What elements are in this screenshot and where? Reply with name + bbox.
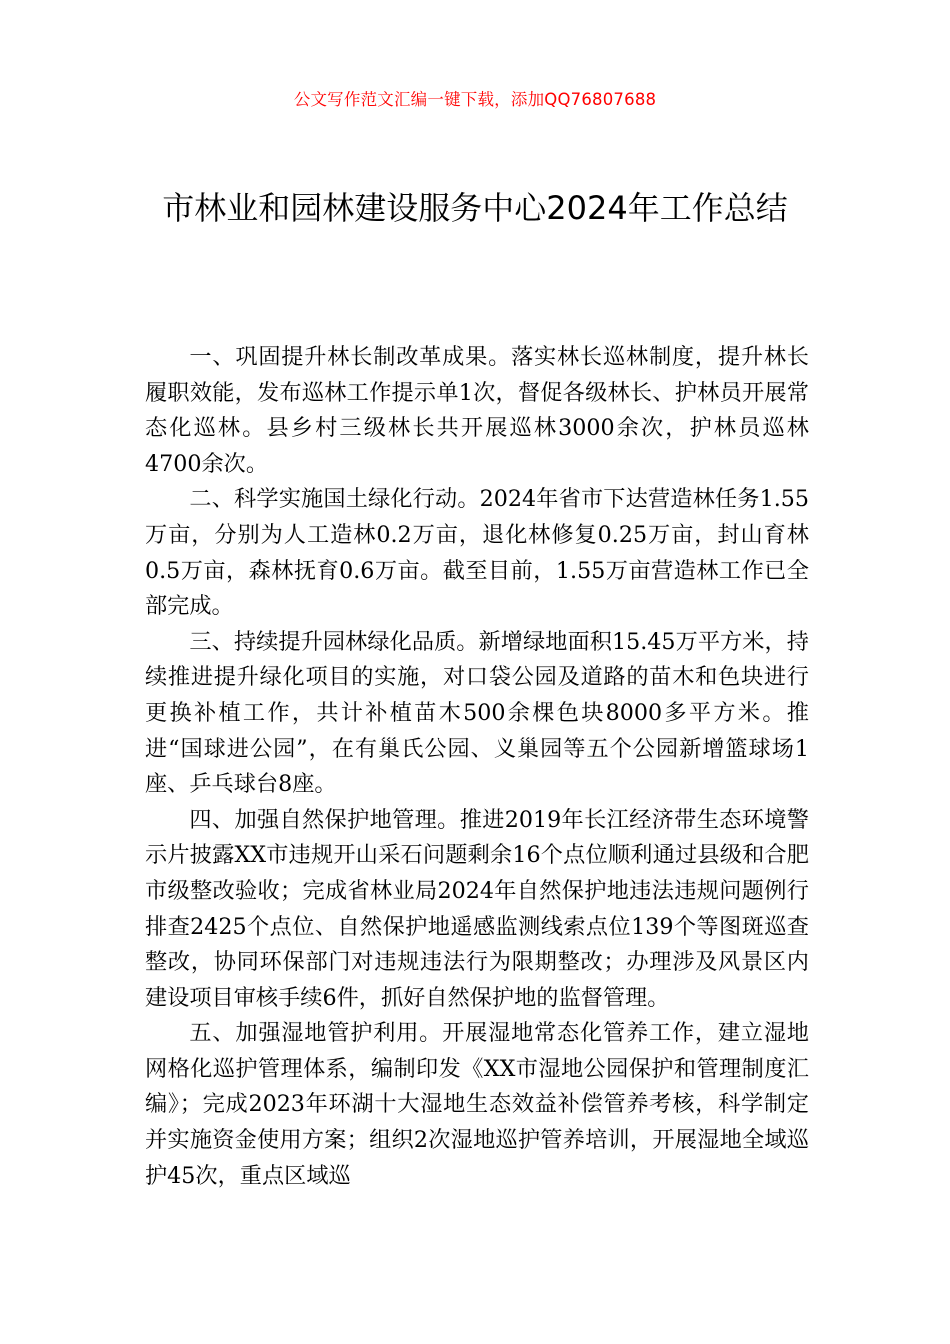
download-notice: 公文写作范文汇编一键下载，添加QQ76807688 — [293, 90, 657, 109]
paragraph-wetland: 五、加强湿地管护利用。开展湿地常态化管养工作，建立湿地网格化巡护管理体系，编制印发《XX市湿地公园保护和管理制度汇编》；完成2023年环湖十大湿地生态效益补偿管养考核，科学制定并实施资金使用方案；组织2次湿地巡护管养培训，开展湿地全域巡护45次，重点区域巡 — [145, 1020, 809, 1189]
document-body — [145, 340, 809, 1194]
paragraph-garden-quality: 三、持续提升园林绿化品质。新增绿地面积15.45万平方米，持续推进提升绿化项目的实施，对口袋公园及道路的苗木和色块进行更换补植工作，共计补植苗木500余棵色块8000多平方米。推进“国球进公园”，在有巢氏公园、义巢园等五个公园新增篮球场1座、乒乓球台8座。 — [145, 628, 809, 798]
paragraph-nature-reserve: 四、加强自然保护地管理。推进2019年长江经济带生态环境警示片披露XX市违规开山采石问题剩余16个点位顺利通过县级和合肥市级整改验收；完成省林业局2024年自然保护地违法违规问题例行排查2425个点位、自然保护地遥感监测线索点位139个等图斑巡查整改，协同环保部门对违规违法行为限期整改；办理涉及风景区内建设项目审核手续6件，抓好自然保护地的监督管理。 — [145, 806, 809, 1011]
paragraph-forest-chief: 一、巩固提升林长制改革成果。落实林长巡林制度，提升林长履职效能，发布巡林工作提示单1次，督促各级林长、护林员开展常态化巡林。县乡村三级林长共开展巡林3000余次，护林员巡林4700余次。 — [145, 344, 809, 477]
paragraph-greening-action: 二、科学实施国土绿化行动。2024年省市下达营造林任务1.55万亩，分别为人工造林0.2万亩，退化林修复0.25万亩，封山育林0.5万亩，森林抚育0.6万亩。截至目前，1.55万亩营造林工作已全部完成。 — [145, 486, 809, 620]
document-title: 市林业和园林建设服务中心2024年工作总结 — [162, 189, 788, 227]
